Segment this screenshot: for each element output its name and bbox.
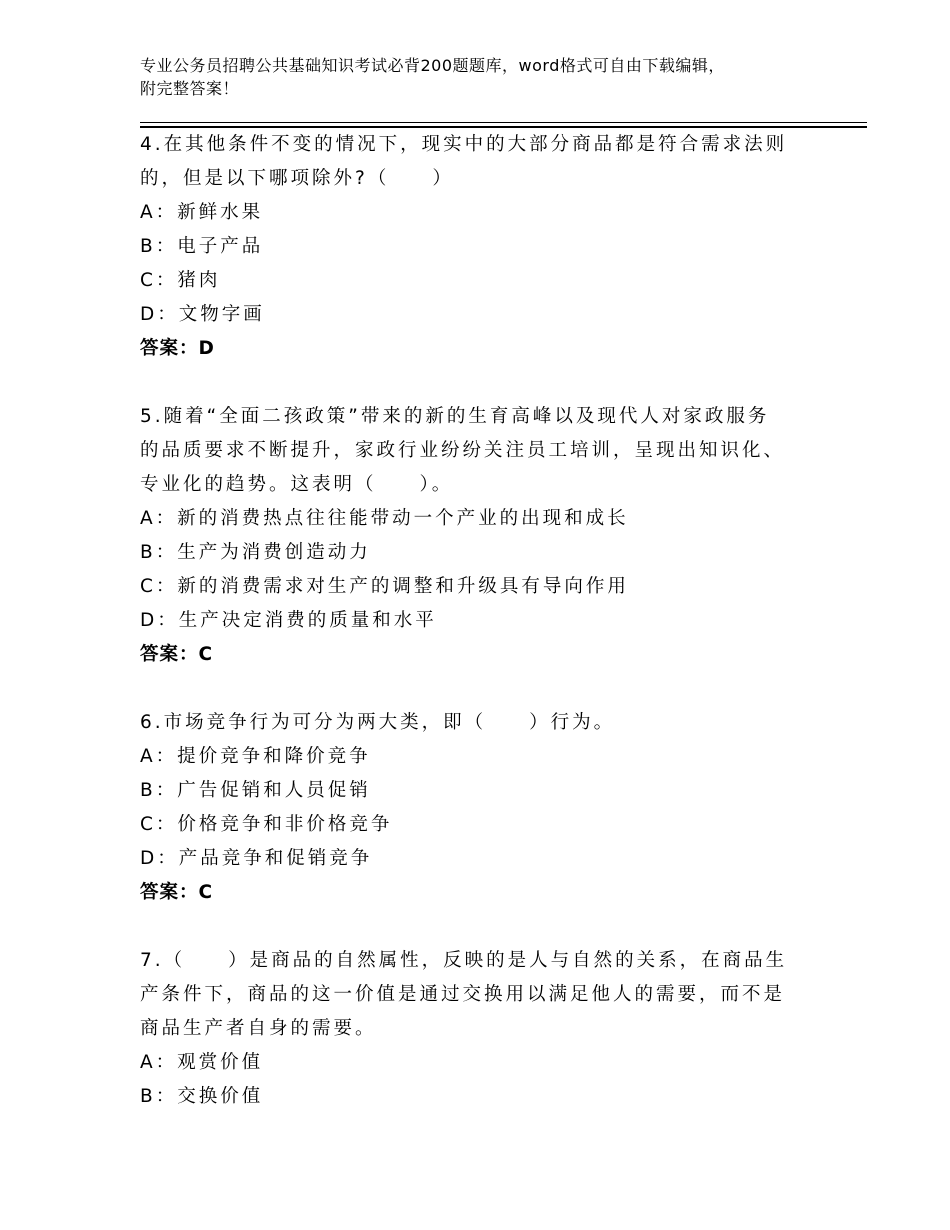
option-a: A：新的消费热点往往能带动一个产业的出现和成长 (140, 508, 629, 529)
question-4 (140, 128, 830, 366)
option-a: A：提价竞争和降价竞争 (140, 746, 371, 767)
stem-line: 产条件下，商品的这一价值是通过交换用以满足他人的需要，而不是 (140, 984, 786, 1005)
stem-line: 的，但是以下哪项除外?（ ） (140, 168, 454, 189)
option-a: A：观赏价值 (140, 1052, 264, 1073)
option-b: B：电子产品 (140, 236, 264, 257)
option-b: B：广告促销和人员促销 (140, 780, 371, 801)
option-b: B：交换价值 (140, 1086, 264, 1107)
option-c: C：价格竞争和非价格竞争 (140, 814, 393, 835)
answer-label: 答案：D (140, 338, 215, 359)
question-list (140, 128, 830, 1148)
question-stem (140, 400, 830, 502)
header-rule-thin (140, 122, 867, 123)
stem-line: 专业化的趋势。这表明（ ）。 (140, 474, 454, 495)
header-line-2: 附完整答案！ (140, 79, 240, 98)
stem-line: 5.随着“全面二孩政策”带来的新的生育高峰以及现代人对家政服务 (140, 406, 770, 427)
document-header (140, 54, 830, 100)
question-stem (140, 944, 830, 1046)
stem-line: 7.（ ）是商品的自然属性，反映的是人与自然的关系，在商品生 (140, 950, 788, 971)
question-6 (140, 706, 830, 910)
question-5 (140, 400, 830, 672)
option-d: D：产品竞争和促销竞争 (140, 848, 373, 869)
answer-label: 答案：C (140, 882, 214, 903)
question-7 (140, 944, 830, 1114)
stem-line: 4.在其他条件不变的情况下，现实中的大部分商品都是符合需求法则 (140, 134, 788, 155)
option-c: C：猪肉 (140, 270, 221, 291)
question-stem (140, 128, 830, 196)
stem-line: 6.市场竞争行为可分为两大类，即（ ）行为。 (140, 712, 616, 733)
stem-line: 的品质要求不断提升，家政行业纷纷关注员工培训，呈现出知识化、 (140, 440, 786, 461)
header-line-1: 专业公务员招聘公共基础知识考试必背200题题库，word格式可自由下载编辑， (140, 56, 725, 75)
option-c: C：新的消费需求对生产的调整和升级具有导向作用 (140, 576, 629, 597)
option-a: A：新鲜水果 (140, 202, 264, 223)
answer-label: 答案：C (140, 644, 214, 665)
question-stem (140, 706, 830, 740)
option-d: D：文物字画 (140, 304, 265, 325)
stem-line: 商品生产者自身的需要。 (140, 1018, 377, 1039)
option-b: B：生产为消费创造动力 (140, 542, 371, 563)
option-d: D：生产决定消费的质量和水平 (140, 610, 437, 631)
